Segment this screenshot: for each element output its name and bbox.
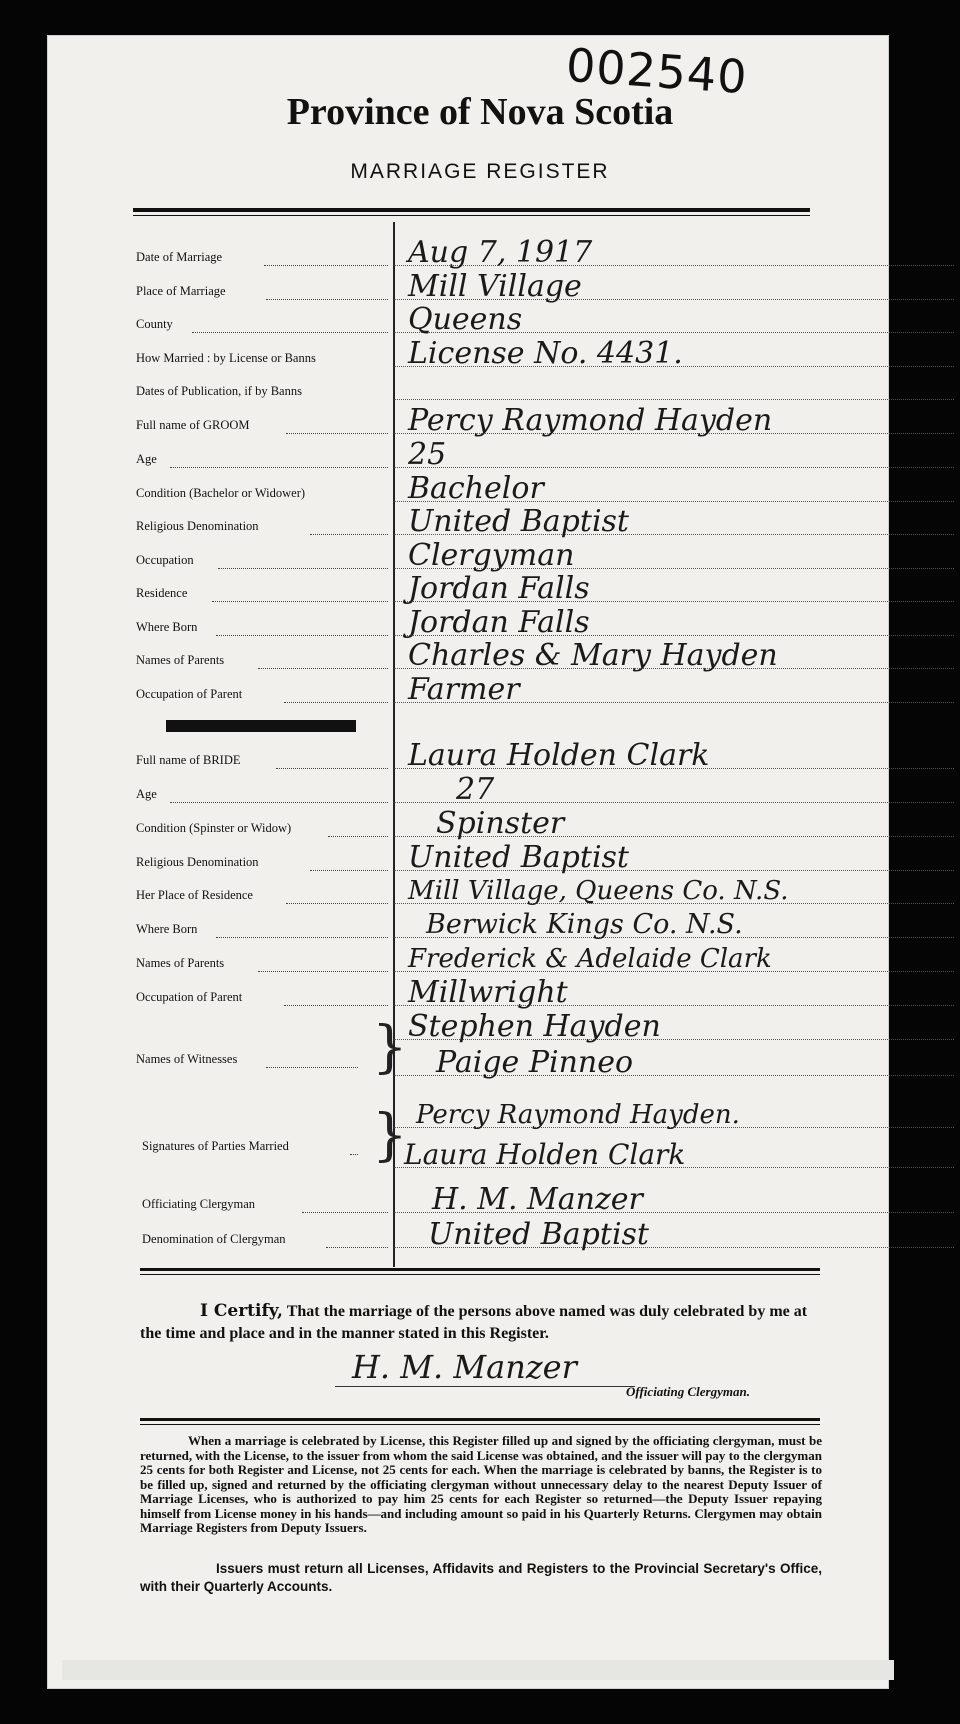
top-rule: [133, 208, 810, 212]
field-value: Millwright: [408, 975, 568, 1010]
field-label: Age: [136, 787, 157, 801]
field-row: [136, 806, 565, 841]
field-value: Mill Village: [408, 269, 582, 304]
field-label: Where Born: [136, 922, 198, 936]
page-title: Province of Nova Scotia: [286, 91, 674, 133]
field-value: Clergyman: [408, 538, 575, 573]
field-row: [136, 235, 593, 270]
clergyman-signature: H. M. Manzer: [352, 1348, 577, 1386]
field-row: [136, 738, 710, 773]
field-row: [136, 471, 544, 506]
witness-value: Paige Pinneo: [436, 1045, 634, 1080]
denomination-row: [136, 1217, 649, 1252]
lower-rule-thin: [140, 1424, 820, 1425]
witness-line: [136, 1009, 661, 1044]
signature-line: [335, 1386, 635, 1387]
field-label: Residence: [136, 586, 188, 600]
top-rule-thin: [133, 215, 810, 216]
field-label: Full name of BRIDE: [136, 753, 241, 767]
field-value: Mill Village, Queens Co. N.S.: [408, 876, 789, 906]
field-row: [136, 571, 590, 606]
middle-rule-thin: [140, 1274, 820, 1275]
field-label: Occupation of Parent: [136, 990, 243, 1004]
certify-lead: I Certify,: [200, 1301, 283, 1321]
field-value: Farmer: [408, 672, 520, 707]
field-label: Names of Parents: [136, 956, 225, 970]
field-value: United Baptist: [408, 504, 629, 539]
field-row: [136, 672, 520, 707]
field-label: Signatures of Parties Married: [142, 1139, 289, 1153]
issuers-notice: Issuers must return all Licenses, Affidavits and Registers to the Provincial Secretary's Office, with their Quarterly Accounts.: [140, 1561, 822, 1594]
field-row: [136, 538, 575, 573]
field-row: [136, 772, 495, 807]
field-value: Jordan Falls: [408, 571, 590, 606]
section-separator: [166, 720, 356, 732]
field-label: Full name of GROOM: [136, 418, 250, 432]
signature-line: [136, 1100, 740, 1132]
field-label: Her Place of Residence: [136, 888, 253, 902]
field-label: Condition (Bachelor or Widower): [136, 486, 306, 500]
field-label: Occupation: [136, 553, 194, 567]
lower-rule: [140, 1418, 820, 1421]
field-value: Charles & Mary Hayden: [408, 638, 778, 673]
field-row: [136, 504, 629, 539]
field-value: Aug 7, 1917: [408, 235, 593, 270]
field-value: 27: [456, 772, 495, 807]
field-value: 25: [408, 437, 447, 472]
field-label: Condition (Spinster or Widow): [136, 821, 292, 835]
field-value: Berwick Kings Co. N.S.: [426, 909, 743, 940]
signature-value: Laura Holden Clark: [404, 1138, 686, 1171]
field-value: Spinster: [436, 806, 565, 841]
register-number: 002540: [564, 37, 750, 105]
field-value: Laura Holden Clark: [408, 738, 710, 773]
witness-value: Stephen Hayden: [408, 1009, 661, 1044]
field-label: Officiating Clergyman: [142, 1197, 256, 1211]
officiating-row: [136, 1182, 643, 1217]
field-value: H. M. Manzer: [432, 1182, 643, 1217]
field-label: Place of Marriage: [136, 284, 226, 298]
field-row: [136, 336, 683, 371]
field-row: [136, 302, 523, 337]
field-label: Occupation of Parent: [136, 687, 243, 701]
field-value: Frederick & Adelaide Clark: [408, 944, 772, 974]
field-row: [136, 840, 629, 875]
field-value: United Baptist: [428, 1217, 649, 1252]
field-row: [136, 975, 568, 1010]
field-row: [136, 437, 447, 472]
field-value: License No. 4431.: [408, 336, 683, 371]
field-value: Queens: [408, 302, 523, 337]
field-row: [136, 638, 778, 673]
field-row: [136, 269, 582, 304]
field-label: Age: [136, 452, 157, 466]
signature-value: Percy Raymond Hayden.: [416, 1100, 740, 1130]
field-row: [136, 384, 388, 404]
field-label: Religious Denomination: [136, 519, 259, 533]
field-label: County: [136, 317, 173, 331]
field-row: [136, 605, 590, 640]
paper-edge: [62, 1660, 894, 1680]
field-label: Religious Denomination: [136, 855, 259, 869]
field-row: [136, 876, 789, 908]
instructions-notice: When a marriage is celebrated by License, this Register filled up and signed by the officiating clergyman, must be returned, with the License, to the issuer from whom the said License was obtained, and the issuer will pay to the clergyman 25 cents for both Register and License, not 25 cents for each. When the marriage is celebrated by banns, the Register is to be filled up, signed and returned by the officiating clergyman without unnecessary delay to the nearest Deputy Issuer of Marriage Licenses, who is authorized to pay him 25 cents for each Register so returned—the Deputy Issuer repaying himself from License money in his hands—and including amount so paid in his Quarterly Returns. Clergymen may obtain Marriage Registers from Deputy Issuers.: [140, 1433, 822, 1535]
field-label: Denomination of Clergyman: [142, 1232, 286, 1246]
signature-caption: Officiating Clergyman.: [626, 1384, 750, 1399]
field-row: [136, 909, 743, 942]
field-label: Dates of Publication, if by Banns: [136, 384, 302, 398]
field-value: Percy Raymond Hayden: [408, 403, 773, 438]
field-label: Names of Parents: [136, 653, 225, 667]
field-label: Date of Marriage: [136, 250, 223, 264]
field-label: Names of Witnesses: [136, 1052, 238, 1066]
page-subtitle: MARRIAGE REGISTER: [350, 160, 610, 183]
signatures-brace: }: [372, 1103, 408, 1168]
certify-body: That the marriage of the persons above named was duly celebrated by me at the time and place and in the manner stated in this Register.: [140, 1303, 808, 1342]
field-value: Bachelor: [408, 471, 544, 506]
witnesses-brace: }: [372, 1015, 408, 1080]
certification-text: [140, 1300, 830, 1345]
field-label: Where Born: [136, 620, 198, 634]
middle-rule: [140, 1268, 820, 1271]
field-row: [136, 403, 773, 438]
field-label: How Married : by License or Banns: [136, 351, 316, 365]
field-value: Jordan Falls: [408, 605, 590, 640]
field-value: United Baptist: [408, 840, 629, 875]
field-row: [136, 944, 772, 976]
